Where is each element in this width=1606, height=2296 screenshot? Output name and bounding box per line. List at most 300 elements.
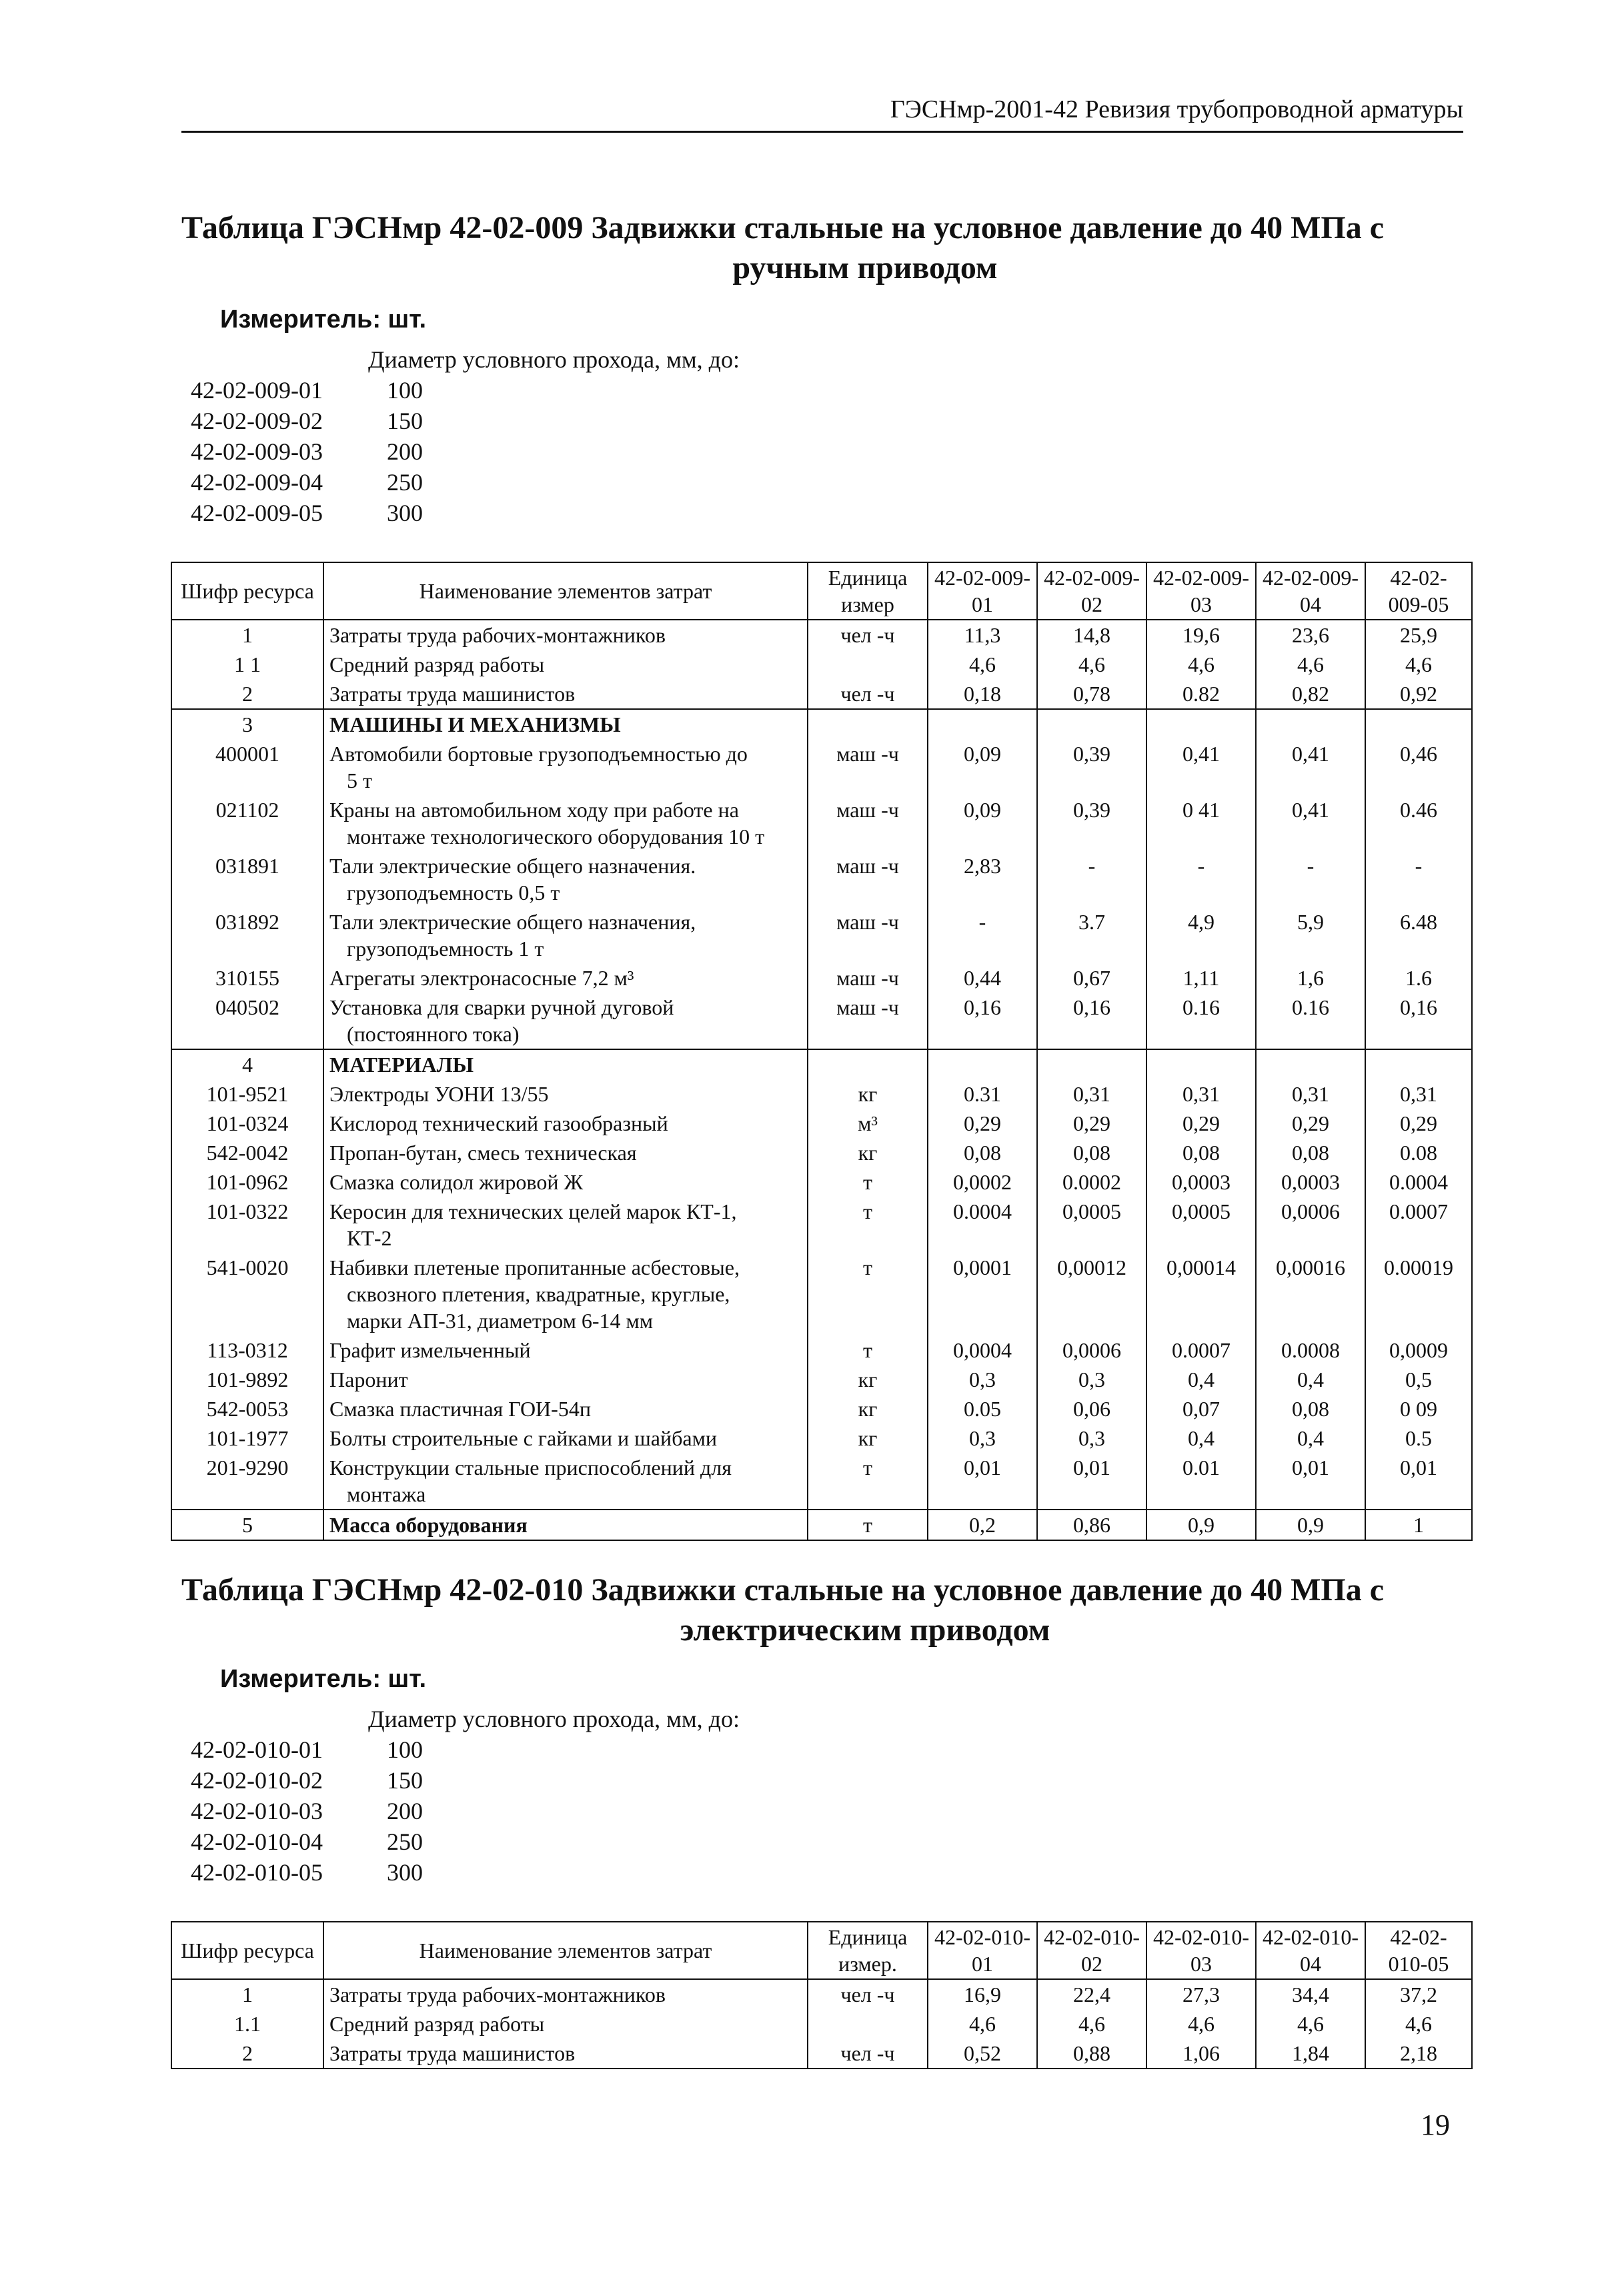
cell-value: 0,41 bbox=[1146, 739, 1256, 795]
cell-value: 0,06 bbox=[1037, 1394, 1146, 1423]
cell-cipher: 101-1977 bbox=[171, 1423, 323, 1453]
cell-cipher: 101-0324 bbox=[171, 1109, 323, 1138]
cell-value: 23,6 bbox=[1256, 620, 1365, 650]
cell-value: 0,0001 bbox=[928, 1253, 1037, 1335]
table-row bbox=[171, 907, 1472, 963]
cell-name-line: Затраты труда машинистов bbox=[329, 682, 576, 706]
col-unit: Единица измер. bbox=[808, 1922, 928, 1979]
cell-value: 0,46 bbox=[1365, 739, 1472, 795]
cell-value: 0.31 bbox=[928, 1079, 1037, 1109]
cell-value: 1 bbox=[1365, 1510, 1472, 1540]
cell-value: 0 41 bbox=[1146, 795, 1256, 851]
cell-value: 4,6 bbox=[1256, 650, 1365, 679]
cell-name-line: Болты строительные с гайками и шайбами bbox=[329, 1426, 717, 1450]
cell-value: 0,88 bbox=[1037, 2039, 1146, 2069]
cell-value: 1,6 bbox=[1256, 963, 1365, 993]
cell-name bbox=[323, 1049, 808, 1079]
code: 42-02-010-03 bbox=[191, 1798, 323, 1824]
cell-name bbox=[323, 1453, 808, 1510]
cell-value: 4,9 bbox=[1146, 907, 1256, 963]
table-row bbox=[171, 2009, 1472, 2039]
cell-name bbox=[323, 739, 808, 795]
cell-value: 11,3 bbox=[928, 620, 1037, 650]
cell-value: 22,4 bbox=[1037, 1979, 1146, 2009]
cell-value: 27,3 bbox=[1146, 1979, 1256, 2009]
cell-value: 0.46 bbox=[1365, 795, 1472, 851]
cell-unit: маш -ч bbox=[808, 795, 928, 851]
cell-value: 0,2 bbox=[928, 1510, 1037, 1540]
cell-name bbox=[323, 1138, 808, 1167]
table2-title-line1: Таблица ГЭСНмр 42-02-010 Задвижки стальные на условное давление до 40 МПа с bbox=[181, 1572, 1385, 1608]
cell-value bbox=[1037, 709, 1146, 739]
cell-value: 0.0007 bbox=[1365, 1197, 1472, 1253]
cell-value: 0,31 bbox=[1037, 1079, 1146, 1109]
cell-name-continuation: (постоянного тока) bbox=[347, 1022, 520, 1046]
cell-unit: т bbox=[808, 1335, 928, 1365]
cell-value: 0.08 bbox=[1365, 1138, 1472, 1167]
cell-cipher: 101-9521 bbox=[171, 1079, 323, 1109]
table2-grid bbox=[171, 1921, 1473, 2069]
cell-value: 37,2 bbox=[1365, 1979, 1472, 2009]
cell-value: 0,29 bbox=[1365, 1109, 1472, 1138]
cell-unit: маш -ч bbox=[808, 907, 928, 963]
code: 42-02-009-03 bbox=[191, 438, 323, 465]
cell-value: 0,0002 bbox=[928, 1167, 1037, 1197]
cell-unit: кг bbox=[808, 1365, 928, 1394]
table-row bbox=[171, 1394, 1472, 1423]
table-row bbox=[171, 1335, 1472, 1365]
cell-value: 0,3 bbox=[1037, 1423, 1146, 1453]
cell-value: 0.05 bbox=[928, 1394, 1037, 1423]
cell-value: 0.0004 bbox=[928, 1197, 1037, 1253]
code-value: 250 bbox=[387, 1828, 423, 1855]
cell-cipher: 1 bbox=[171, 1979, 323, 2009]
cell-value: 0,01 bbox=[1037, 1453, 1146, 1510]
table-row bbox=[171, 620, 1472, 650]
cell-value: 6.48 bbox=[1365, 907, 1472, 963]
cell-value bbox=[1037, 1049, 1146, 1079]
cell-name bbox=[323, 650, 808, 679]
cell-cipher: 021102 bbox=[171, 795, 323, 851]
cell-cipher: 310155 bbox=[171, 963, 323, 993]
col-c3: 42-02-009-03 bbox=[1146, 562, 1256, 620]
cell-value: 0,0003 bbox=[1256, 1167, 1365, 1197]
cell-cipher: 2 bbox=[171, 2039, 323, 2069]
cell-value: 0.00019 bbox=[1365, 1253, 1472, 1335]
col-c1: 42-02-009-01 bbox=[928, 562, 1037, 620]
cell-cipher: 400001 bbox=[171, 739, 323, 795]
cell-value: 0,18 bbox=[928, 679, 1037, 709]
cell-name-continuation: монтаже технологического оборудования 10 т bbox=[347, 824, 765, 848]
code: 42-02-010-02 bbox=[191, 1767, 323, 1794]
cell-name-line: Электроды УОНИ 13/55 bbox=[329, 1082, 549, 1106]
cell-cipher: 1 1 bbox=[171, 650, 323, 679]
cell-value bbox=[1146, 1049, 1256, 1079]
cell-unit: чел -ч bbox=[808, 1979, 928, 2009]
cell-value: - bbox=[1365, 851, 1472, 907]
cell-value: 0,4 bbox=[1256, 1423, 1365, 1453]
cell-name bbox=[323, 620, 808, 650]
table-row bbox=[171, 1423, 1472, 1453]
cell-name bbox=[323, 795, 808, 851]
code-value: 150 bbox=[387, 408, 423, 434]
cell-value: 0.16 bbox=[1146, 993, 1256, 1049]
cell-name bbox=[323, 851, 808, 907]
col-c2: 42-02-010-02 bbox=[1037, 1922, 1146, 1979]
cell-value: 1,11 bbox=[1146, 963, 1256, 993]
table1-title bbox=[181, 208, 1449, 288]
cell-value: 4,6 bbox=[1256, 2009, 1365, 2039]
cell-cipher: 031891 bbox=[171, 851, 323, 907]
cell-value: 0,86 bbox=[1037, 1510, 1146, 1540]
code-row bbox=[191, 1734, 423, 1765]
cell-unit: маш -ч bbox=[808, 851, 928, 907]
cell-name-line: Керосин для технических целей марок КТ-1, bbox=[329, 1199, 737, 1223]
cell-value: 0,08 bbox=[1037, 1138, 1146, 1167]
cell-unit: т bbox=[808, 1253, 928, 1335]
table2-meter: Измеритель: шт. bbox=[220, 1665, 427, 1693]
cell-value: 0,0004 bbox=[928, 1335, 1037, 1365]
cell-name-line: Смазка пластичная ГОИ-54п bbox=[329, 1397, 591, 1421]
cell-name-continuation: грузоподъемность 0,5 т bbox=[347, 881, 560, 905]
cell-value: 0.0008 bbox=[1256, 1335, 1365, 1365]
cell-value: 0,0009 bbox=[1365, 1335, 1472, 1365]
cell-name-line: Тали электрические общего назначения, bbox=[329, 910, 696, 934]
cell-name-continuation: марки АП-31, диаметром 6-14 мм bbox=[347, 1309, 654, 1333]
cell-value: 1,06 bbox=[1146, 2039, 1256, 2069]
cell-value: 0,3 bbox=[928, 1365, 1037, 1394]
cell-unit bbox=[808, 650, 928, 679]
cell-name bbox=[323, 1167, 808, 1197]
cell-name-line: Затраты труда рабочих-монтажников bbox=[329, 1982, 666, 2006]
cell-value: 0,3 bbox=[928, 1423, 1037, 1453]
code: 42-02-009-04 bbox=[191, 469, 323, 496]
cell-unit bbox=[808, 2009, 928, 2039]
code: 42-02-009-02 bbox=[191, 408, 323, 434]
code-row bbox=[191, 1765, 423, 1796]
cell-name bbox=[323, 1335, 808, 1365]
cell-name bbox=[323, 679, 808, 709]
page-number: 19 bbox=[1421, 2109, 1450, 2141]
cell-unit bbox=[808, 1049, 928, 1079]
col-c1: 42-02-010-01 bbox=[928, 1922, 1037, 1979]
cell-cipher: 031892 bbox=[171, 907, 323, 963]
cell-name bbox=[323, 1365, 808, 1394]
cell-value: 1,84 bbox=[1256, 2039, 1365, 2069]
table1-header-row bbox=[171, 562, 1472, 620]
code: 42-02-010-01 bbox=[191, 1736, 323, 1763]
cell-value: 0,29 bbox=[1256, 1109, 1365, 1138]
cell-value: 0,09 bbox=[928, 739, 1037, 795]
code-value: 250 bbox=[387, 469, 423, 496]
cell-value: 0,29 bbox=[1146, 1109, 1256, 1138]
cell-value: 0,82 bbox=[1256, 679, 1365, 709]
cell-unit: кг bbox=[808, 1138, 928, 1167]
code-value: 200 bbox=[387, 1798, 423, 1824]
cell-unit: чел -ч bbox=[808, 620, 928, 650]
cell-unit: кг bbox=[808, 1423, 928, 1453]
cell-value: 0 09 bbox=[1365, 1394, 1472, 1423]
code: 42-02-009-01 bbox=[191, 377, 323, 404]
col-name: Наименование элементов затрат bbox=[323, 1922, 808, 1979]
cell-name-line: Затраты труда машинистов bbox=[329, 2041, 576, 2065]
cell-value: 0.16 bbox=[1256, 993, 1365, 1049]
cell-value: 0,16 bbox=[1037, 993, 1146, 1049]
cell-name-line: Смазка солидол жировой Ж bbox=[329, 1170, 584, 1194]
cell-cipher: 101-0962 bbox=[171, 1167, 323, 1197]
cell-name bbox=[323, 709, 808, 739]
cell-value: 0.82 bbox=[1146, 679, 1256, 709]
cell-cipher: 040502 bbox=[171, 993, 323, 1049]
table2-diameter-caption: Диаметр условного прохода, мм, до: bbox=[368, 1706, 740, 1732]
cell-unit: м³ bbox=[808, 1109, 928, 1138]
table-row bbox=[171, 650, 1472, 679]
table2-title bbox=[181, 1570, 1449, 1650]
cell-value: - bbox=[1256, 851, 1365, 907]
cell-name-line: МАШИНЫ И МЕХАНИЗМЫ bbox=[329, 712, 621, 736]
cell-name-line: МАТЕРИАЛЫ bbox=[329, 1053, 474, 1077]
cell-unit: кг bbox=[808, 1394, 928, 1423]
code-value: 150 bbox=[387, 1767, 423, 1794]
cell-name bbox=[323, 1979, 808, 2009]
code-value: 300 bbox=[387, 500, 423, 526]
cell-value: 0,29 bbox=[928, 1109, 1037, 1138]
col-c3: 42-02-010-03 bbox=[1146, 1922, 1256, 1979]
table-row bbox=[171, 1979, 1472, 2009]
col-c5: 42-02-010-05 bbox=[1365, 1922, 1472, 1979]
table1-grid bbox=[171, 562, 1473, 1541]
cell-name-line: Установка для сварки ручной дуговой bbox=[329, 995, 674, 1019]
cell-name-line: Набивки плетеные пропитанные асбестовые, bbox=[329, 1255, 740, 1279]
cell-name-line: Графит измельченный bbox=[329, 1338, 531, 1362]
cell-cipher: 542-0042 bbox=[171, 1138, 323, 1167]
cell-value: 0,92 bbox=[1365, 679, 1472, 709]
code-value: 100 bbox=[387, 377, 423, 404]
cell-value: 0,0006 bbox=[1256, 1197, 1365, 1253]
cell-value bbox=[928, 709, 1037, 739]
code-value: 100 bbox=[387, 1736, 423, 1763]
cell-value: 0,44 bbox=[928, 963, 1037, 993]
table-row bbox=[171, 795, 1472, 851]
cell-name-line: Средний разряд работы bbox=[329, 652, 545, 676]
cell-name-line: Краны на автомобильном ходу при работе на bbox=[329, 798, 739, 822]
cell-value: 0,67 bbox=[1037, 963, 1146, 993]
cell-value: 0,08 bbox=[1256, 1394, 1365, 1423]
cell-name bbox=[323, 1510, 808, 1540]
table-row bbox=[171, 963, 1472, 993]
cell-value bbox=[1365, 709, 1472, 739]
cell-value: 0.0002 bbox=[1037, 1167, 1146, 1197]
cell-value: 25,9 bbox=[1365, 620, 1472, 650]
cell-cipher: 201-9290 bbox=[171, 1453, 323, 1510]
cell-name-continuation: грузоподъемность 1 т bbox=[347, 937, 544, 961]
cell-value: 2,18 bbox=[1365, 2039, 1472, 2069]
cell-value: 0.5 bbox=[1365, 1423, 1472, 1453]
cell-name-line: Тали электрические общего назначения. bbox=[329, 854, 696, 878]
table-row bbox=[171, 1253, 1472, 1335]
cell-value: 3.7 bbox=[1037, 907, 1146, 963]
cell-value: 4,6 bbox=[1146, 650, 1256, 679]
cell-value: 0,31 bbox=[1146, 1079, 1256, 1109]
cell-value: 0,39 bbox=[1037, 739, 1146, 795]
cell-value: 0,29 bbox=[1037, 1109, 1146, 1138]
cell-value bbox=[1256, 709, 1365, 739]
table-row bbox=[171, 1049, 1472, 1079]
cell-unit: т bbox=[808, 1167, 928, 1197]
cell-name-continuation: КТ-2 bbox=[347, 1226, 392, 1250]
cell-cipher: 1 bbox=[171, 620, 323, 650]
table-row bbox=[171, 1109, 1472, 1138]
code: 42-02-009-05 bbox=[191, 500, 323, 526]
table-row bbox=[171, 1167, 1472, 1197]
table2-body bbox=[171, 1979, 1472, 2069]
cell-value: 0,78 bbox=[1037, 679, 1146, 709]
cell-value: 1.6 bbox=[1365, 963, 1472, 993]
cell-value: 0,4 bbox=[1146, 1365, 1256, 1394]
table-row bbox=[171, 2039, 1472, 2069]
table-row bbox=[171, 679, 1472, 709]
col-c2: 42-02-009-02 bbox=[1037, 562, 1146, 620]
cell-name-line: Паронит bbox=[329, 1367, 408, 1391]
cell-value: 0,39 bbox=[1037, 795, 1146, 851]
cell-unit: маш -ч bbox=[808, 739, 928, 795]
cell-value: 0,31 bbox=[1365, 1079, 1472, 1109]
cell-value: 19,6 bbox=[1146, 620, 1256, 650]
cell-value: 0,3 bbox=[1037, 1365, 1146, 1394]
cell-value: 2,83 bbox=[928, 851, 1037, 907]
cell-cipher: 542-0053 bbox=[171, 1394, 323, 1423]
cell-value: 0,07 bbox=[1146, 1394, 1256, 1423]
cell-value: - bbox=[928, 907, 1037, 963]
cell-cipher: 4 bbox=[171, 1049, 323, 1079]
cell-name bbox=[323, 1079, 808, 1109]
cell-value: 0,0003 bbox=[1146, 1167, 1256, 1197]
cell-cipher: 5 bbox=[171, 1510, 323, 1540]
table1-title-line2: ручным приводом bbox=[732, 250, 998, 285]
cell-value: 4,6 bbox=[1037, 650, 1146, 679]
cell-name-line: Затраты труда рабочих-монтажников bbox=[329, 623, 666, 647]
table-row bbox=[171, 1453, 1472, 1510]
cell-value: 0,52 bbox=[928, 2039, 1037, 2069]
code-row bbox=[191, 1857, 423, 1888]
cell-value: 0,00012 bbox=[1037, 1253, 1146, 1335]
cell-value: 34,4 bbox=[1256, 1979, 1365, 2009]
cell-name bbox=[323, 1109, 808, 1138]
cell-value bbox=[1256, 1049, 1365, 1079]
code-row bbox=[191, 375, 423, 406]
table2-title-line2: электрическим приводом bbox=[680, 1612, 1050, 1648]
cell-unit: кг bbox=[808, 1079, 928, 1109]
code-row bbox=[191, 498, 423, 528]
cell-value: 0,16 bbox=[1365, 993, 1472, 1049]
cell-value: 0,16 bbox=[928, 993, 1037, 1049]
cell-unit: маш -ч bbox=[808, 963, 928, 993]
cell-value: 16,9 bbox=[928, 1979, 1037, 2009]
table2-code-list bbox=[191, 1734, 423, 1888]
cell-unit: т bbox=[808, 1197, 928, 1253]
cell-value: 0,31 bbox=[1256, 1079, 1365, 1109]
cell-value: 0,9 bbox=[1146, 1510, 1256, 1540]
cell-name bbox=[323, 2009, 808, 2039]
table1-body bbox=[171, 620, 1472, 1540]
cell-cipher: 101-9892 bbox=[171, 1365, 323, 1394]
cell-value: 0,08 bbox=[1256, 1138, 1365, 1167]
cell-cipher: 1.1 bbox=[171, 2009, 323, 2039]
cell-value: 0,01 bbox=[1256, 1453, 1365, 1510]
cell-value: 0,5 bbox=[1365, 1365, 1472, 1394]
cell-cipher: 113-0312 bbox=[171, 1335, 323, 1365]
table-row bbox=[171, 739, 1472, 795]
code-value: 200 bbox=[387, 438, 423, 465]
cell-value: - bbox=[1146, 851, 1256, 907]
cell-name bbox=[323, 2039, 808, 2069]
col-cipher: Шифр ресурса bbox=[171, 562, 323, 620]
cell-value: 0,00014 bbox=[1146, 1253, 1256, 1335]
cell-name-continuation: 5 т bbox=[347, 768, 372, 792]
cell-value: 4,6 bbox=[1365, 2009, 1472, 2039]
table-row bbox=[171, 993, 1472, 1049]
cell-name bbox=[323, 1394, 808, 1423]
cell-value: 0,0006 bbox=[1037, 1335, 1146, 1365]
cell-value: 0,08 bbox=[928, 1138, 1037, 1167]
cell-name-continuation: монтажа bbox=[347, 1482, 426, 1506]
cell-value: 0,4 bbox=[1256, 1365, 1365, 1394]
col-c4: 42-02-009-04 bbox=[1256, 562, 1365, 620]
cell-value: 4,6 bbox=[1037, 2009, 1146, 2039]
cell-name-line: Пропан-бутан, смесь техническая bbox=[329, 1141, 637, 1165]
cell-unit: чел -ч bbox=[808, 679, 928, 709]
code-row bbox=[191, 436, 423, 467]
cell-value: 0,09 bbox=[928, 795, 1037, 851]
cell-name-line: Автомобили бортовые грузоподъемностью до bbox=[329, 742, 748, 766]
cell-value: 0,0005 bbox=[1146, 1197, 1256, 1253]
cell-unit: т bbox=[808, 1510, 928, 1540]
cell-value: 4,6 bbox=[928, 650, 1037, 679]
cell-value: 0.0004 bbox=[1365, 1167, 1472, 1197]
table-row bbox=[171, 1365, 1472, 1394]
cell-value bbox=[1365, 1049, 1472, 1079]
cell-name bbox=[323, 907, 808, 963]
code-row bbox=[191, 1796, 423, 1826]
table-row bbox=[171, 851, 1472, 907]
table-row bbox=[171, 1079, 1472, 1109]
table1-title-line1: Таблица ГЭСНмр 42-02-009 Задвижки стальные на условное давление до 40 МПа с bbox=[181, 210, 1385, 245]
cell-cipher: 3 bbox=[171, 709, 323, 739]
cell-unit: т bbox=[808, 1453, 928, 1510]
cell-name bbox=[323, 993, 808, 1049]
cell-name bbox=[323, 1423, 808, 1453]
cell-value: 0,0005 bbox=[1037, 1197, 1146, 1253]
table-row bbox=[171, 709, 1472, 739]
table1-meter: Измеритель: шт. bbox=[220, 306, 427, 334]
cell-value: 0,4 bbox=[1146, 1423, 1256, 1453]
code-row bbox=[191, 467, 423, 498]
cell-value: - bbox=[1037, 851, 1146, 907]
cell-unit: чел -ч bbox=[808, 2039, 928, 2069]
cell-value: 5,9 bbox=[1256, 907, 1365, 963]
col-c4: 42-02-010-04 bbox=[1256, 1922, 1365, 1979]
cell-unit bbox=[808, 709, 928, 739]
cell-value: 4,6 bbox=[1365, 650, 1472, 679]
code-value: 300 bbox=[387, 1859, 423, 1886]
cell-name bbox=[323, 1197, 808, 1253]
cell-name-line: Средний разряд работы bbox=[329, 2012, 545, 2036]
cell-cipher: 101-0322 bbox=[171, 1197, 323, 1253]
table2-header-row bbox=[171, 1922, 1472, 1979]
cell-value: 0,9 bbox=[1256, 1510, 1365, 1540]
cell-value: 0,41 bbox=[1256, 795, 1365, 851]
cell-unit: маш -ч bbox=[808, 993, 928, 1049]
